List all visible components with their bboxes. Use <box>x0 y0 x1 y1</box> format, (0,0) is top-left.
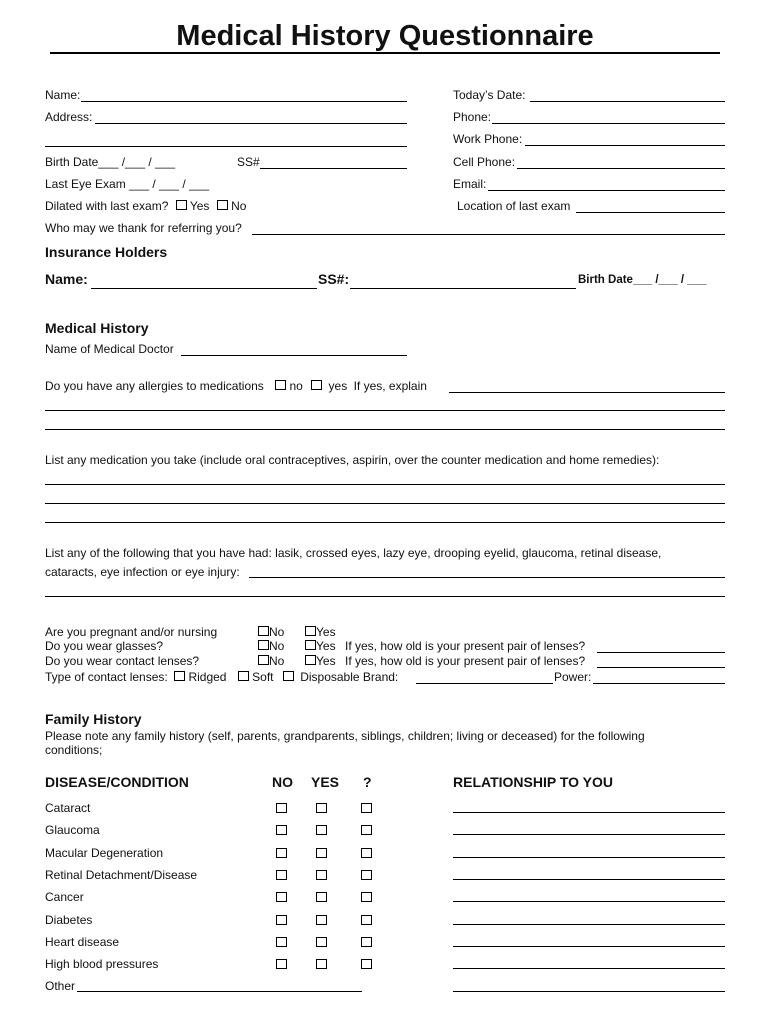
disposable-checkbox[interactable] <box>283 671 294 681</box>
family-yes-checkbox[interactable] <box>316 937 327 947</box>
lens-type-row <box>45 670 398 684</box>
glasses-no-label: No <box>269 639 285 653</box>
family-no-checkbox[interactable] <box>276 870 287 880</box>
contacts-age-field[interactable] <box>597 667 725 668</box>
family-unknown-checkbox[interactable] <box>361 803 372 813</box>
medications-line1[interactable] <box>45 484 725 485</box>
pregnant-no-label: No <box>269 625 285 639</box>
dilated-no-label: No <box>231 199 247 213</box>
birth-date-label: Birth Date___ /___ / ___ <box>45 155 176 169</box>
page-title: Medical History Questionnaire <box>176 20 594 52</box>
dilated-question <box>45 199 246 213</box>
family-unknown-checkbox[interactable] <box>361 892 372 902</box>
glasses-yes-label: Yes <box>316 639 336 653</box>
family-yes-checkbox[interactable] <box>316 870 327 880</box>
column-relationship: RELATIONSHIP TO YOU <box>453 774 613 790</box>
allergies-explain-label: If yes, explain <box>353 379 427 393</box>
family-condition-label: Cancer <box>45 890 84 904</box>
referral-field[interactable] <box>252 234 725 235</box>
family-no-checkbox[interactable] <box>276 825 287 835</box>
ss-field[interactable] <box>260 168 407 169</box>
insurance-name-label: Name: <box>45 271 88 287</box>
contacts-no-checkbox[interactable] <box>258 655 269 665</box>
title-underline <box>50 52 720 54</box>
power-field[interactable] <box>593 683 725 684</box>
contacts-label: Do you wear contact lenses? <box>45 654 200 668</box>
family-unknown-checkbox[interactable] <box>361 937 372 947</box>
address-label: Address: <box>45 110 93 124</box>
family-unknown-checkbox[interactable] <box>361 870 372 880</box>
family-no-checkbox[interactable] <box>276 915 287 925</box>
family-unknown-checkbox[interactable] <box>361 848 372 858</box>
family-yes-checkbox[interactable] <box>316 959 327 969</box>
todays-date-field[interactable] <box>530 101 725 102</box>
address-field-line2[interactable] <box>45 146 407 147</box>
address-field[interactable] <box>95 123 407 124</box>
family-unknown-checkbox[interactable] <box>361 915 372 925</box>
family-condition-label: High blood pressures <box>45 957 159 971</box>
ss-label: SS# <box>237 155 260 169</box>
last-eye-exam-label: Last Eye Exam ___ / ___ / ___ <box>45 177 210 191</box>
contacts-no-option <box>258 654 284 668</box>
family-condition-label: Retinal Detachment/Disease <box>45 868 198 882</box>
relationship-field[interactable] <box>453 857 725 858</box>
insurance-heading: Insurance Holders <box>45 244 168 260</box>
soft-checkbox[interactable] <box>238 671 249 681</box>
family-condition-label: Diabetes <box>45 913 93 927</box>
allergies-explain-line3[interactable] <box>45 429 725 430</box>
contacts-yes-option <box>305 654 336 668</box>
location-last-exam-label: Location of last exam <box>457 199 571 213</box>
family-yes-checkbox[interactable] <box>316 915 327 925</box>
allergies-explain-field[interactable] <box>449 392 725 393</box>
family-condition-label: Macular Degeneration <box>45 846 164 860</box>
email-field[interactable] <box>488 190 725 191</box>
family-note-line2: conditions; <box>45 743 103 757</box>
family-unknown-checkbox[interactable] <box>361 825 372 835</box>
work-phone-field[interactable] <box>525 145 725 146</box>
relationship-field[interactable] <box>453 812 725 813</box>
disposable-brand-field[interactable] <box>416 683 553 684</box>
pregnant-no-checkbox[interactable] <box>258 626 269 636</box>
glasses-yes-checkbox[interactable] <box>305 640 316 650</box>
conditions-field-line2[interactable] <box>45 596 725 597</box>
allergies-label: Do you have any allergies to medications <box>45 379 264 393</box>
family-no-checkbox[interactable] <box>276 892 287 902</box>
glasses-age-label: If yes, how old is your present pair of lenses? <box>345 639 586 653</box>
relationship-field[interactable] <box>453 968 725 969</box>
medications-line3[interactable] <box>45 522 725 523</box>
allergies-yes-checkbox[interactable] <box>311 380 322 390</box>
column-no: NO <box>272 774 293 790</box>
family-note-line1: Please note any family history (self, parents, grandparents, siblings, children; living or deceased) for the following <box>45 729 645 743</box>
allergies-question <box>45 379 427 393</box>
contacts-age-label: If yes, how old is your present pair of lenses? <box>345 654 586 668</box>
dilated-yes-label: Yes <box>189 199 210 213</box>
pregnant-yes-checkbox[interactable] <box>305 626 316 636</box>
allergies-explain-line2[interactable] <box>45 410 725 411</box>
family-condition-label: Cataract <box>45 801 91 815</box>
family-history-heading: Family History <box>45 711 142 727</box>
allergies-no-label: no <box>289 379 303 393</box>
email-label: Email: <box>453 177 487 191</box>
column-unknown: ? <box>363 774 372 790</box>
relationship-field[interactable] <box>453 901 725 902</box>
insurance-ss-label: SS#: <box>318 271 350 287</box>
name-label: Name: <box>45 88 81 102</box>
lens-type-label: Type of contact lenses: <box>45 670 168 684</box>
disposable-label: Disposable Brand: <box>300 670 399 684</box>
family-yes-checkbox[interactable] <box>316 848 327 858</box>
allergies-no-checkbox[interactable] <box>275 380 286 390</box>
dilated-no-checkbox[interactable] <box>217 200 228 210</box>
glasses-label: Do you wear glasses? <box>45 639 164 653</box>
ridged-checkbox[interactable] <box>174 671 185 681</box>
family-condition-label: Glaucoma <box>45 823 100 837</box>
family-yes-checkbox[interactable] <box>316 803 327 813</box>
cell-phone-field[interactable] <box>517 168 725 169</box>
glasses-yes-option <box>305 639 336 653</box>
dilated-label: Dilated with last exam? <box>45 199 169 213</box>
phone-label: Phone: <box>453 110 492 124</box>
family-condition-label: Heart disease <box>45 935 120 949</box>
insurance-ss-field[interactable] <box>350 288 576 289</box>
family-no-checkbox[interactable] <box>276 803 287 813</box>
ridged-label: Ridged <box>188 670 227 684</box>
todays-date-label: Today’s Date: <box>453 88 526 102</box>
family-yes-checkbox[interactable] <box>316 825 327 835</box>
family-yes-checkbox[interactable] <box>316 892 327 902</box>
family-no-checkbox[interactable] <box>276 937 287 947</box>
relationship-field[interactable] <box>453 946 725 947</box>
relationship-field[interactable] <box>453 924 725 925</box>
pregnant-yes-label: Yes <box>316 625 336 639</box>
cell-phone-label: Cell Phone: <box>453 155 516 169</box>
column-yes: YES <box>311 774 340 790</box>
medical-doctor-label: Name of Medical Doctor <box>45 342 174 356</box>
medications-line2[interactable] <box>45 503 725 504</box>
work-phone-label: Work Phone: <box>453 132 523 146</box>
dilated-yes-checkbox[interactable] <box>176 200 187 210</box>
medical-doctor-field[interactable] <box>181 355 407 356</box>
relationship-field[interactable] <box>453 834 725 835</box>
power-label: Power: <box>554 670 592 684</box>
allergies-yes-label: yes <box>328 379 348 393</box>
other-relationship-field[interactable] <box>453 991 725 992</box>
medications-label: List any medication you take (include oral contraceptives, aspirin, over the counter medication and home remedies): <box>45 453 660 467</box>
family-no-checkbox[interactable] <box>276 959 287 969</box>
family-no-checkbox[interactable] <box>276 848 287 858</box>
pregnant-label: Are you pregnant and/or nursing <box>45 625 218 639</box>
referral-label: Who may we thank for referring you? <box>45 221 242 235</box>
medical-history-heading: Medical History <box>45 320 149 336</box>
conditions-field[interactable] <box>249 577 725 578</box>
contacts-yes-checkbox[interactable] <box>305 655 316 665</box>
relationship-field[interactable] <box>453 879 725 880</box>
other-label: Other <box>45 979 76 993</box>
contacts-yes-label: Yes <box>316 654 336 668</box>
glasses-no-option <box>258 639 284 653</box>
family-unknown-checkbox[interactable] <box>361 959 372 969</box>
conditions-label-line2: cataracts, eye infection or eye injury: <box>45 565 240 579</box>
phone-field[interactable] <box>492 123 725 124</box>
location-last-exam-field[interactable] <box>576 212 725 213</box>
conditions-label-line1: List any of the following that you have had: lasik, crossed eyes, lazy eye, drooping eyelid, glaucoma, retinal disease, <box>45 546 662 560</box>
other-condition-field[interactable] <box>77 991 362 992</box>
pregnant-no-option <box>258 625 284 639</box>
insurance-name-field[interactable] <box>91 288 317 289</box>
pregnant-yes-option <box>305 625 336 639</box>
column-disease: DISEASE/CONDITION <box>45 774 189 790</box>
glasses-age-field[interactable] <box>597 652 725 653</box>
contacts-no-label: No <box>269 654 285 668</box>
glasses-no-checkbox[interactable] <box>258 640 269 650</box>
insurance-birth-date-label: Birth Date___ /___ / ___ <box>578 274 707 286</box>
soft-label: Soft <box>252 670 274 684</box>
name-field[interactable] <box>81 101 407 102</box>
